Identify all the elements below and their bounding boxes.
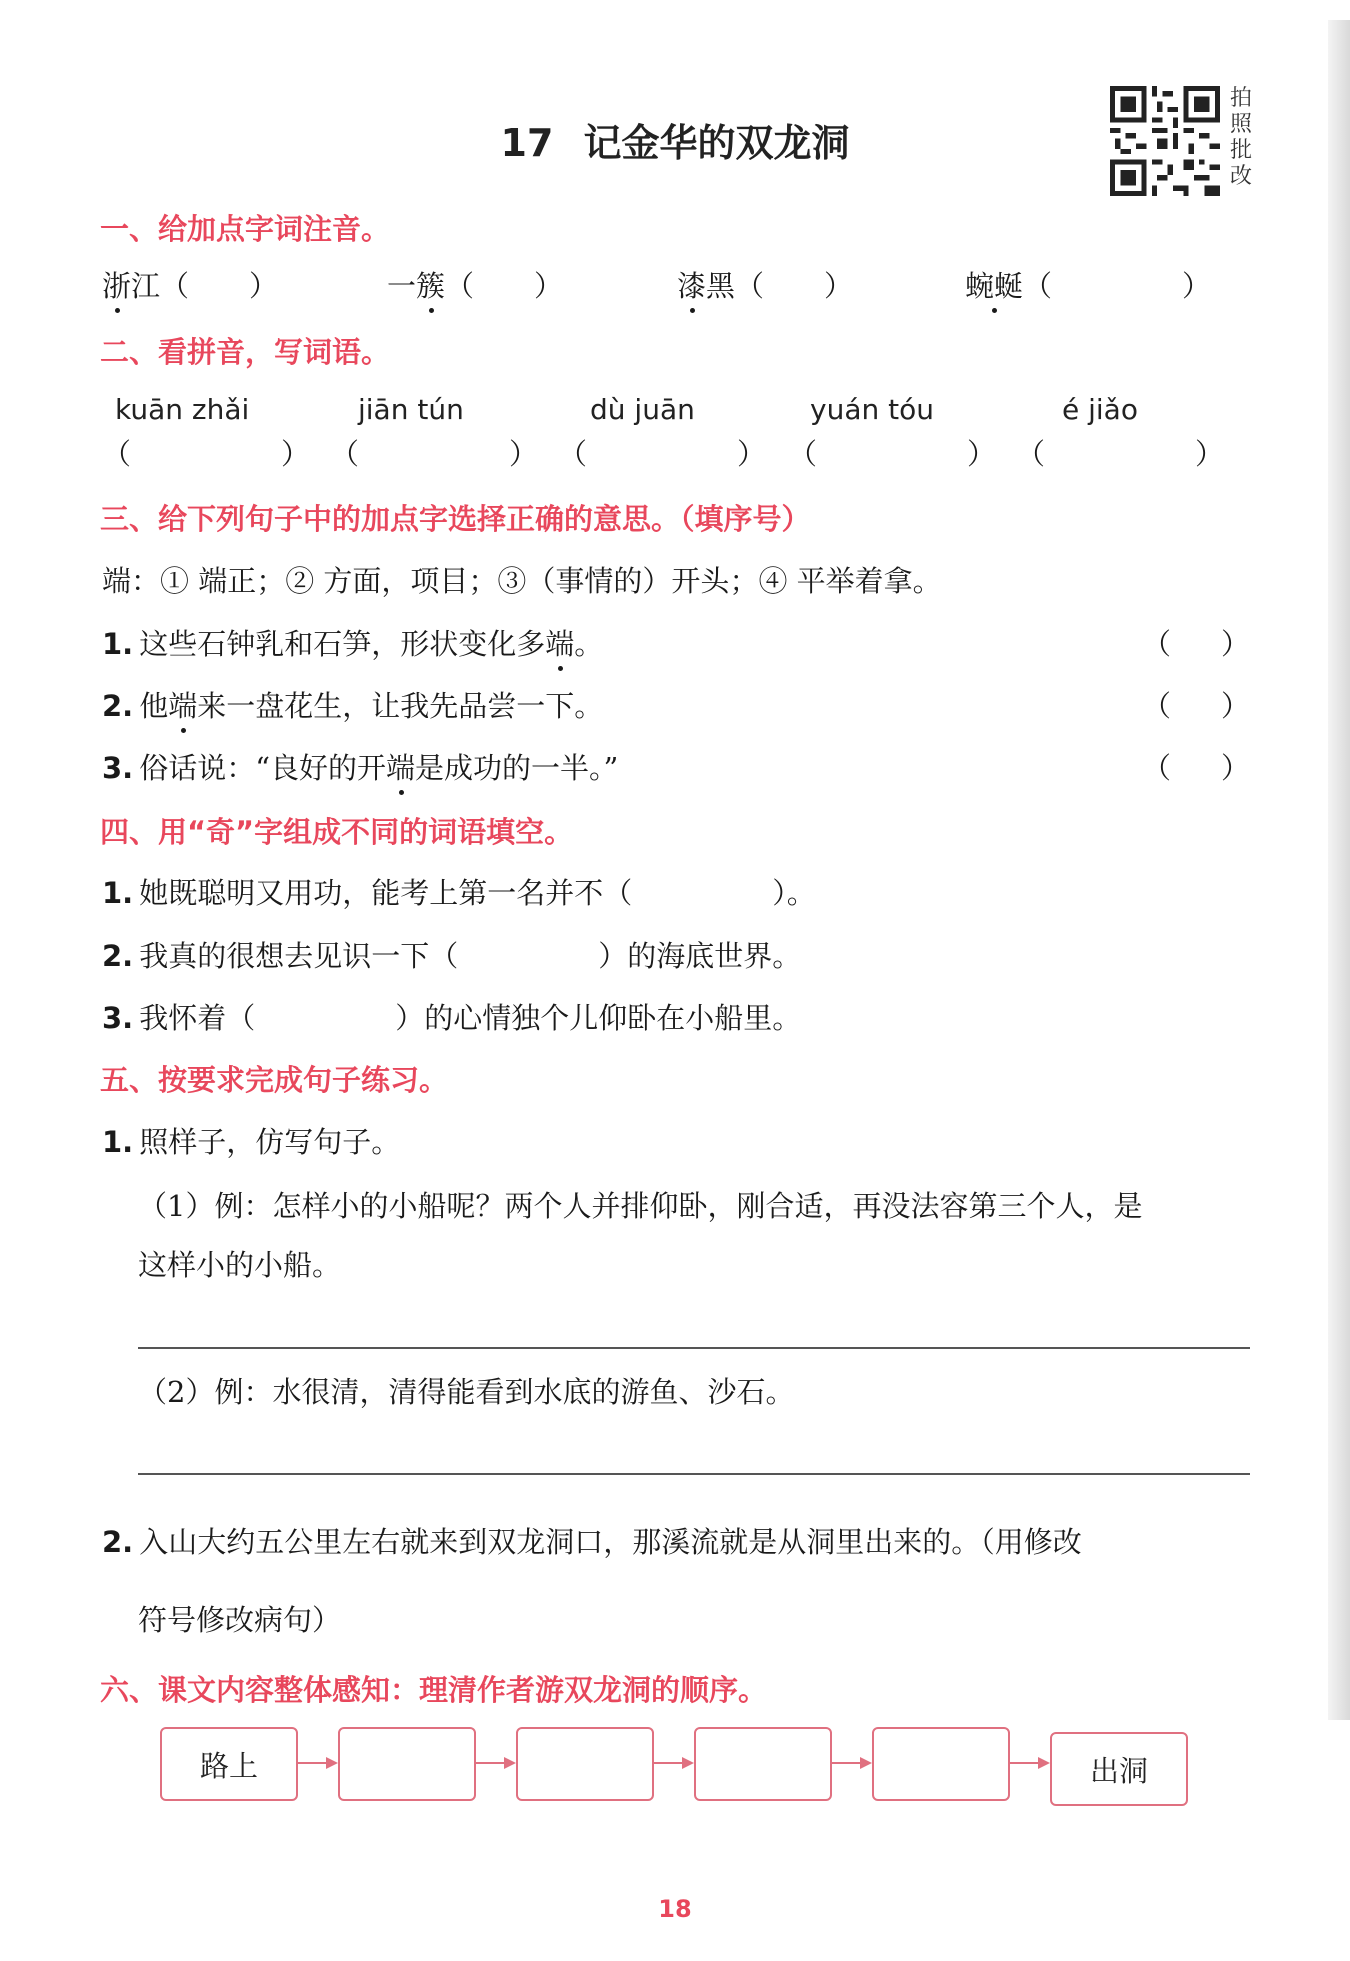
flow-box-end: 出洞: [1050, 1732, 1188, 1806]
answer-box-1[interactable]: （ ）: [102, 437, 311, 471]
q3-item-2: 2. 他端来一盘花生，让我先品尝一下。: [102, 689, 604, 723]
pinyin-2: jiān tún: [358, 393, 464, 426]
flow-box-5[interactable]: [872, 1727, 1010, 1801]
q1-word-4: 蜿蜒（ ）: [965, 269, 1212, 303]
answer-box-4[interactable]: （ ）: [788, 437, 997, 471]
qr-label: 拍 照 批 改: [1230, 86, 1253, 189]
writing-line-1[interactable]: [138, 1347, 1250, 1349]
q3-item-1: 1. 这些石钟乳和石笋，形状变化多端。: [102, 627, 604, 661]
q5-example-2: （2）例：水很清，清得能看到水底的游鱼、沙石。: [138, 1375, 795, 1409]
qr-code-icon[interactable]: [1110, 86, 1220, 196]
q3-answer-3[interactable]: （ ）: [1141, 751, 1250, 785]
q1-word-2: 一簇（ ）: [387, 269, 564, 303]
answer-box-3[interactable]: （ ）: [558, 437, 767, 471]
section-5-heading: 五、按要求完成句子练习。: [100, 1063, 449, 1097]
meanings-list: 端：① 端正；② 方面，项目；③（事情的）开头；④ 平举着拿。: [102, 564, 942, 598]
section-2-heading: 二、看拼音，写词语。: [100, 335, 391, 369]
flow-arrow-2: [474, 1762, 514, 1764]
flow-arrow-5: [1008, 1762, 1048, 1764]
pinyin-4: yuán tóu: [810, 393, 934, 426]
flow-box-2[interactable]: [338, 1727, 476, 1801]
section-1-heading: 一、给加点字词注音。: [100, 212, 391, 246]
section-4-heading: 四、用“奇”字组成不同的词语填空。: [100, 815, 574, 849]
q5-example-1-line-1: （1）例：怎样小的小船呢？两个人并排仰卧，刚合适，再没法容第三个人，是: [138, 1189, 1143, 1223]
page-number: 18: [658, 1895, 692, 1923]
flow-box-4[interactable]: [694, 1727, 832, 1801]
q3-answer-2[interactable]: （ ）: [1141, 689, 1250, 723]
flow-box-start: 路上: [160, 1727, 298, 1801]
q5-item-2-line-2: 符号修改病句）: [138, 1603, 342, 1637]
q5-item-1: 1. 照样子，仿写句子。: [102, 1125, 401, 1159]
q4-item-3: 3. 我怀着（ ）的心情独个儿仰卧在小船里。: [102, 1001, 802, 1035]
q1-word-1: 浙江（ ）: [102, 269, 279, 303]
pinyin-3: dù juān: [590, 393, 695, 426]
section-6-heading: 六、课文内容整体感知：理清作者游双龙洞的顺序。: [100, 1673, 768, 1707]
lesson-title: 记金华的双龙洞: [583, 121, 850, 165]
writing-line-2[interactable]: [138, 1473, 1250, 1475]
section-3-heading: 三、给下列句子中的加点字选择正确的意思。（填序号）: [100, 502, 811, 536]
q5-item-2-line-1: 2. 入山大约五公里左右就来到双龙洞口，那溪流就是从洞里出来的。（用修改: [102, 1525, 1082, 1559]
pinyin-5: é jiǎo: [1062, 393, 1138, 426]
q4-item-2: 2. 我真的很想去见识一下（ ）的海底世界。: [102, 939, 802, 973]
q3-item-3: 3. 俗话说：“良好的开端是成功的一半。”: [102, 751, 619, 785]
answer-box-5[interactable]: （ ）: [1016, 437, 1225, 471]
q5-example-1-line-2: 这样小的小船。: [138, 1248, 342, 1282]
flow-arrow-4: [830, 1762, 870, 1764]
flow-arrow-3: [652, 1762, 692, 1764]
page-edge: [1328, 20, 1350, 1720]
pinyin-1: kuān zhǎi: [115, 393, 250, 426]
flow-arrow-1: [296, 1762, 336, 1764]
answer-box-2[interactable]: （ ）: [330, 437, 539, 471]
q3-answer-1[interactable]: （ ）: [1141, 627, 1250, 661]
flow-box-3[interactable]: [516, 1727, 654, 1801]
q1-word-3: 漆黑（ ）: [677, 269, 854, 303]
lesson-number: 17: [500, 121, 554, 165]
q4-item-1: 1. 她既聪明又用功，能考上第一名并不（ ）。: [102, 876, 816, 910]
